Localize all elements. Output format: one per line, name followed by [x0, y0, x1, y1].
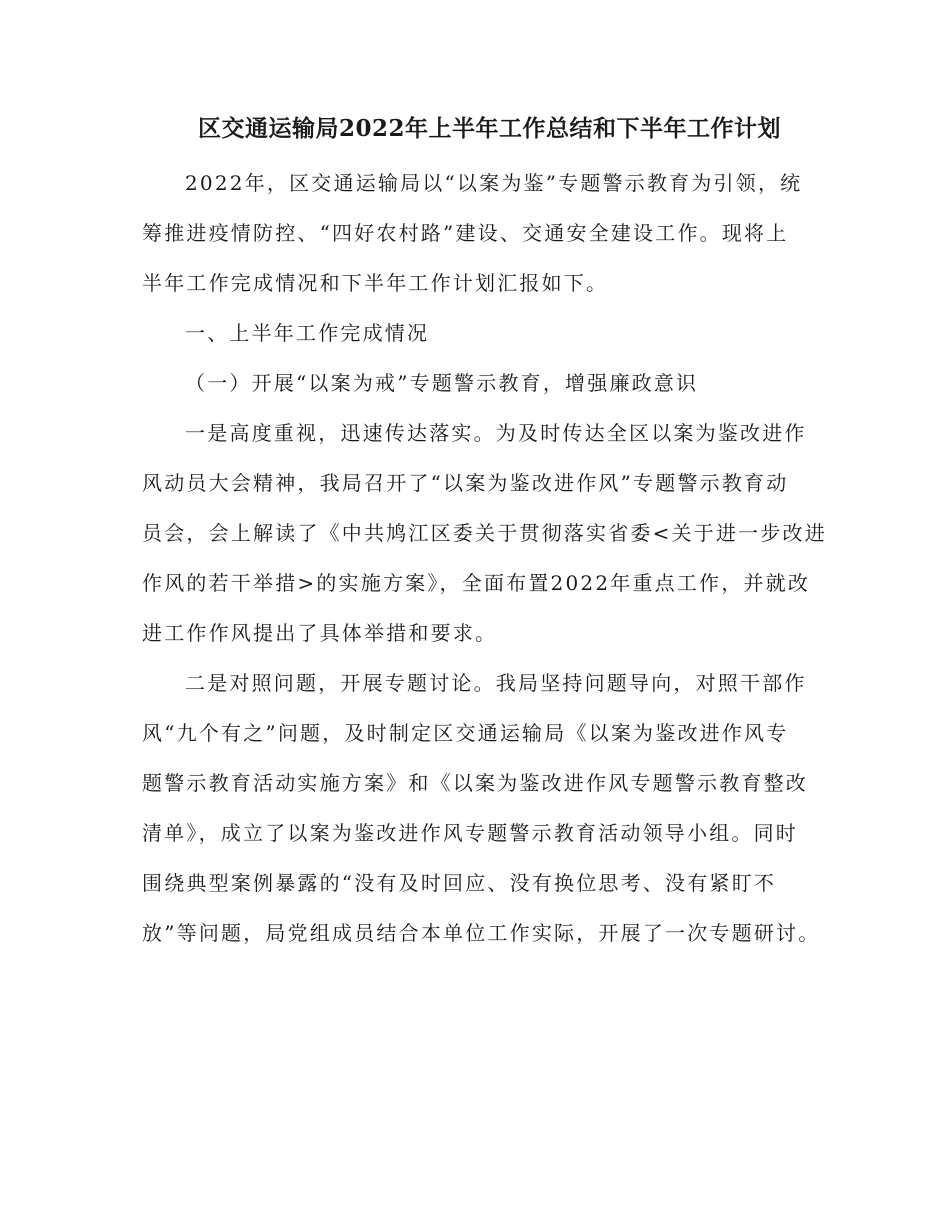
paragraph-line: 二是对照问题，开展专题讨论。我局坚持问题导向，对照干部作: [185, 671, 807, 695]
section-heading: 一、上半年工作完成情况: [185, 321, 430, 345]
subsection-heading: （一）开展“以案为戒”专题警示教育，增强廉政意识: [185, 371, 699, 395]
paragraph-line: 员会，会上解读了《中共鸠江区委关于贯彻落实省委<关于进一步改进: [142, 521, 827, 545]
paragraph-line: 进工作作风提出了具体举措和要求。: [142, 621, 498, 645]
paragraph-line: 围绕典型案例暴露的“没有及时回应、没有换位思考、没有紧盯不: [142, 871, 777, 895]
paragraph-line: 作风的若干举措>的实施方案》，全面布置2022年重点工作，并就改: [142, 571, 811, 595]
paragraph-line: 风动员大会精神，我局召开了“以案为鉴改进作风”专题警示教育动: [142, 471, 789, 495]
paragraph-line: 清单》，成立了以案为鉴改进作风专题警示教育活动领导小组。同时: [142, 821, 798, 845]
paragraph-line: 2022年，区交通运输局以“以案为鉴”专题警示教育为引领，统: [185, 171, 803, 195]
paragraph-line: 放”等问题，局党组成员结合本单位工作实际，开展了一次专题研讨。: [142, 921, 821, 945]
paragraph-line: 题警示教育活动实施方案》和《以案为鉴改进作风专题警示教育整改: [142, 771, 808, 795]
document-title: 区交通运输局2022年上半年工作总结和下半年工作计划: [198, 115, 782, 142]
paragraph-line: 筹推进疫情防控、“四好农村路”建设、交通安全建设工作。现将上: [142, 221, 789, 245]
paragraph-line: 风“九个有之”问题，及时制定区交通运输局《以案为鉴改进作风专: [142, 721, 789, 745]
paragraph-line: 一是高度重视，迅速传达落实。为及时传达全区以案为鉴改进作: [185, 421, 807, 445]
paragraph-line: 半年工作完成情况和下半年工作计划汇报如下。: [142, 271, 609, 295]
